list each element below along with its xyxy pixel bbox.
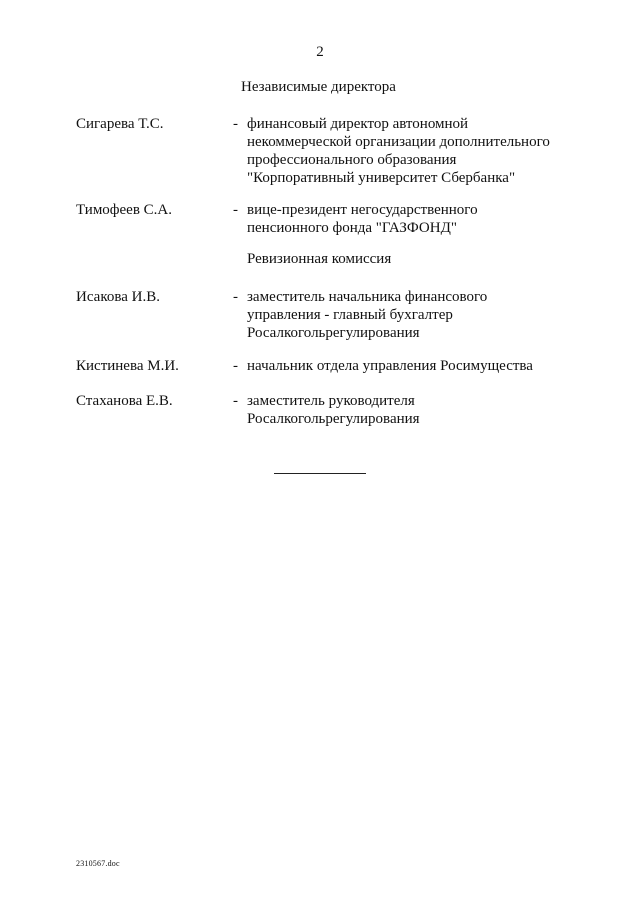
member-dash: - [233, 393, 238, 409]
member-dash: - [233, 202, 238, 218]
member-role [247, 288, 577, 342]
role-line: Росалкогольрегулирования [247, 325, 420, 341]
role-line: пенсионного фонда "ГАЗФОНД" [247, 220, 457, 236]
role-line: "Корпоративный университет Сбербанка" [247, 170, 516, 186]
member-role [247, 357, 577, 375]
member-dash: - [233, 116, 238, 132]
member-dash: - [233, 289, 238, 305]
role-line: управления - главный бухгалтер [247, 307, 453, 323]
role-line: некоммерческой организации дополнительного [247, 134, 550, 150]
member-role [247, 392, 577, 428]
member-name: Исакова И.В. [76, 289, 160, 305]
role-line: профессионального образования [247, 152, 457, 168]
page-number: 2 [316, 44, 324, 60]
role-line: начальник отдела управления Росимущества [247, 358, 533, 374]
footer-filename: 2310567.doc [76, 859, 120, 868]
section-title-audit-commission: Ревизионная комиссия [247, 251, 392, 267]
role-line: заместитель руководителя [247, 393, 415, 409]
role-line: вице-президент негосударственного [247, 202, 478, 218]
member-role [247, 115, 577, 187]
role-line: Росалкогольрегулирования [247, 411, 420, 427]
member-name: Сигарева Т.С. [76, 116, 164, 132]
end-divider-line [274, 473, 366, 474]
role-line: финансовый директор автономной [247, 116, 469, 132]
member-role [247, 201, 577, 237]
section-title-independent-directors: Независимые директора [241, 79, 396, 95]
member-name: Стаханова Е.В. [76, 393, 173, 409]
member-name: Кистинева М.И. [76, 358, 179, 374]
member-dash: - [233, 358, 238, 374]
role-line: заместитель начальника финансового [247, 289, 488, 305]
member-name: Тимофеев С.А. [76, 202, 173, 218]
